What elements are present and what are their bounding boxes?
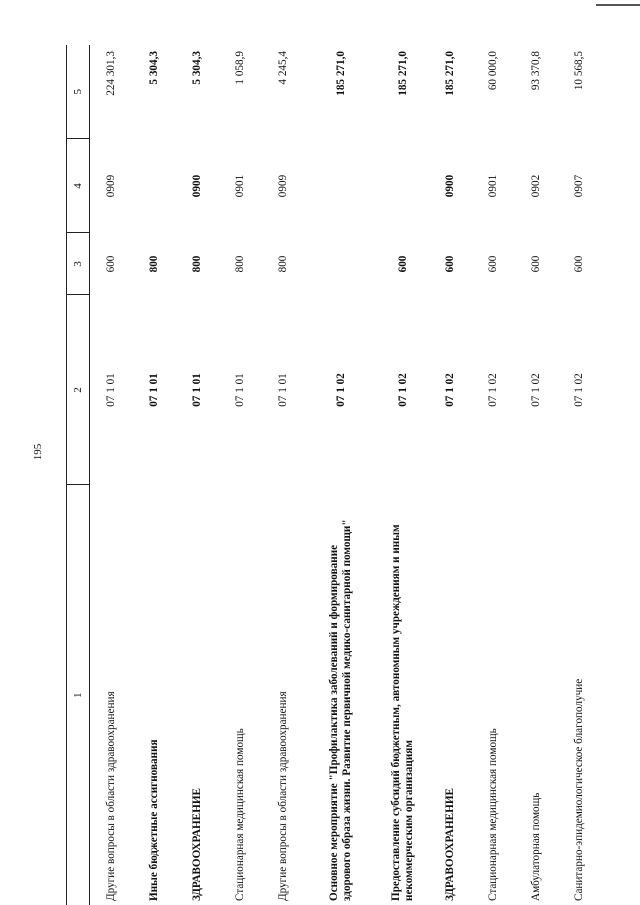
expense-type: 600 xyxy=(487,255,500,273)
row-name: Санитарно-эпидемиологическое благополучие xyxy=(573,678,586,901)
amount: 185 271,0 xyxy=(444,51,457,96)
expense-type: 600 xyxy=(444,255,457,273)
section-code xyxy=(305,139,377,233)
expense-type: 600 xyxy=(396,255,409,273)
target-code: 07 1 01 xyxy=(277,373,290,407)
column-header-5: 5 xyxy=(67,45,90,139)
target-code: 07 1 01 xyxy=(234,373,247,407)
amount: 224 301,3 xyxy=(105,51,118,96)
page-number: 195 xyxy=(32,443,44,461)
amount: 5 304,3 xyxy=(148,51,161,85)
table-row xyxy=(262,45,305,905)
target-code: 07 1 02 xyxy=(334,373,347,407)
target-code: 07 1 01 xyxy=(105,373,118,407)
section-code: 0907 xyxy=(573,174,586,198)
document-page xyxy=(66,45,630,905)
row-name: Иные бюджетные ассигнования xyxy=(148,739,161,901)
section-code: 0909 xyxy=(105,174,118,198)
table-row xyxy=(305,45,377,905)
expense-type: 600 xyxy=(530,255,543,273)
section-code: 0909 xyxy=(277,174,290,198)
amount: 4 245,4 xyxy=(277,51,290,85)
rotated-table-wrapper xyxy=(66,45,630,905)
section-code: 0900 xyxy=(191,174,204,198)
table-row xyxy=(133,45,176,905)
expense-type xyxy=(305,233,377,295)
section-code: 0902 xyxy=(530,174,543,198)
expense-type: 600 xyxy=(105,255,118,273)
expense-type: 800 xyxy=(148,255,161,273)
row-name: Амбулаторная помощь xyxy=(530,792,543,901)
amount: 185 271,0 xyxy=(396,51,409,96)
table-row xyxy=(429,45,472,905)
scan-edge-mark xyxy=(596,4,640,6)
header-row xyxy=(67,45,90,905)
amount: 5 304,3 xyxy=(191,51,204,85)
section-code: 0900 xyxy=(444,174,457,198)
row-name: Стационарная медицинская помощь xyxy=(487,728,500,901)
expense-type: 800 xyxy=(191,255,204,273)
section-code xyxy=(133,139,176,233)
target-code: 07 1 02 xyxy=(396,373,409,407)
row-name: Другие вопросы в области здравоохранения xyxy=(105,691,118,901)
table-row xyxy=(558,45,601,905)
target-code: 07 1 02 xyxy=(530,373,543,407)
table-row xyxy=(515,45,558,905)
expense-type: 800 xyxy=(277,255,290,273)
section-code: 0901 xyxy=(234,174,247,198)
target-code: 07 1 02 xyxy=(487,373,500,407)
column-header-4: 4 xyxy=(67,139,90,233)
section-code: 0901 xyxy=(487,174,500,198)
amount: 185 271,0 xyxy=(334,51,347,96)
amount: 1 058,9 xyxy=(234,51,247,85)
amount: 10 568,5 xyxy=(573,51,586,91)
row-name: Предоставление субсидий бюджетным, автономным учреждениям и иным некоммерческим организациям xyxy=(390,524,415,901)
table-row xyxy=(377,45,429,905)
row-name: Стационарная медицинская помощь xyxy=(234,728,247,901)
column-header-3: 3 xyxy=(67,233,90,295)
row-name: ЗДРАВООХРАНЕНИЕ xyxy=(444,788,457,901)
target-code: 07 1 02 xyxy=(444,373,457,407)
table-row xyxy=(176,45,219,905)
table-row xyxy=(90,45,134,905)
section-code xyxy=(377,139,429,233)
expense-type: 600 xyxy=(573,255,586,273)
column-header-2: 2 xyxy=(67,295,90,485)
amount: 60 000,0 xyxy=(487,51,500,91)
row-name: Основное мероприятие "Профилактика заболеваний и формирование здорового образа жизни. Развитие первичной медико-санитарной помощи" xyxy=(328,519,353,901)
target-code: 07 1 01 xyxy=(148,373,161,407)
target-code: 07 1 02 xyxy=(573,373,586,407)
expense-type: 800 xyxy=(234,255,247,273)
table-row xyxy=(472,45,515,905)
budget-table xyxy=(66,45,601,905)
table-row xyxy=(219,45,262,905)
row-name: Другие вопросы в области здравоохранения xyxy=(277,691,290,901)
column-header-1: 1 xyxy=(67,485,90,905)
amount: 93 370,8 xyxy=(530,51,543,91)
row-name: ЗДРАВООХРАНЕНИЕ xyxy=(191,788,204,901)
target-code: 07 1 01 xyxy=(191,373,204,407)
